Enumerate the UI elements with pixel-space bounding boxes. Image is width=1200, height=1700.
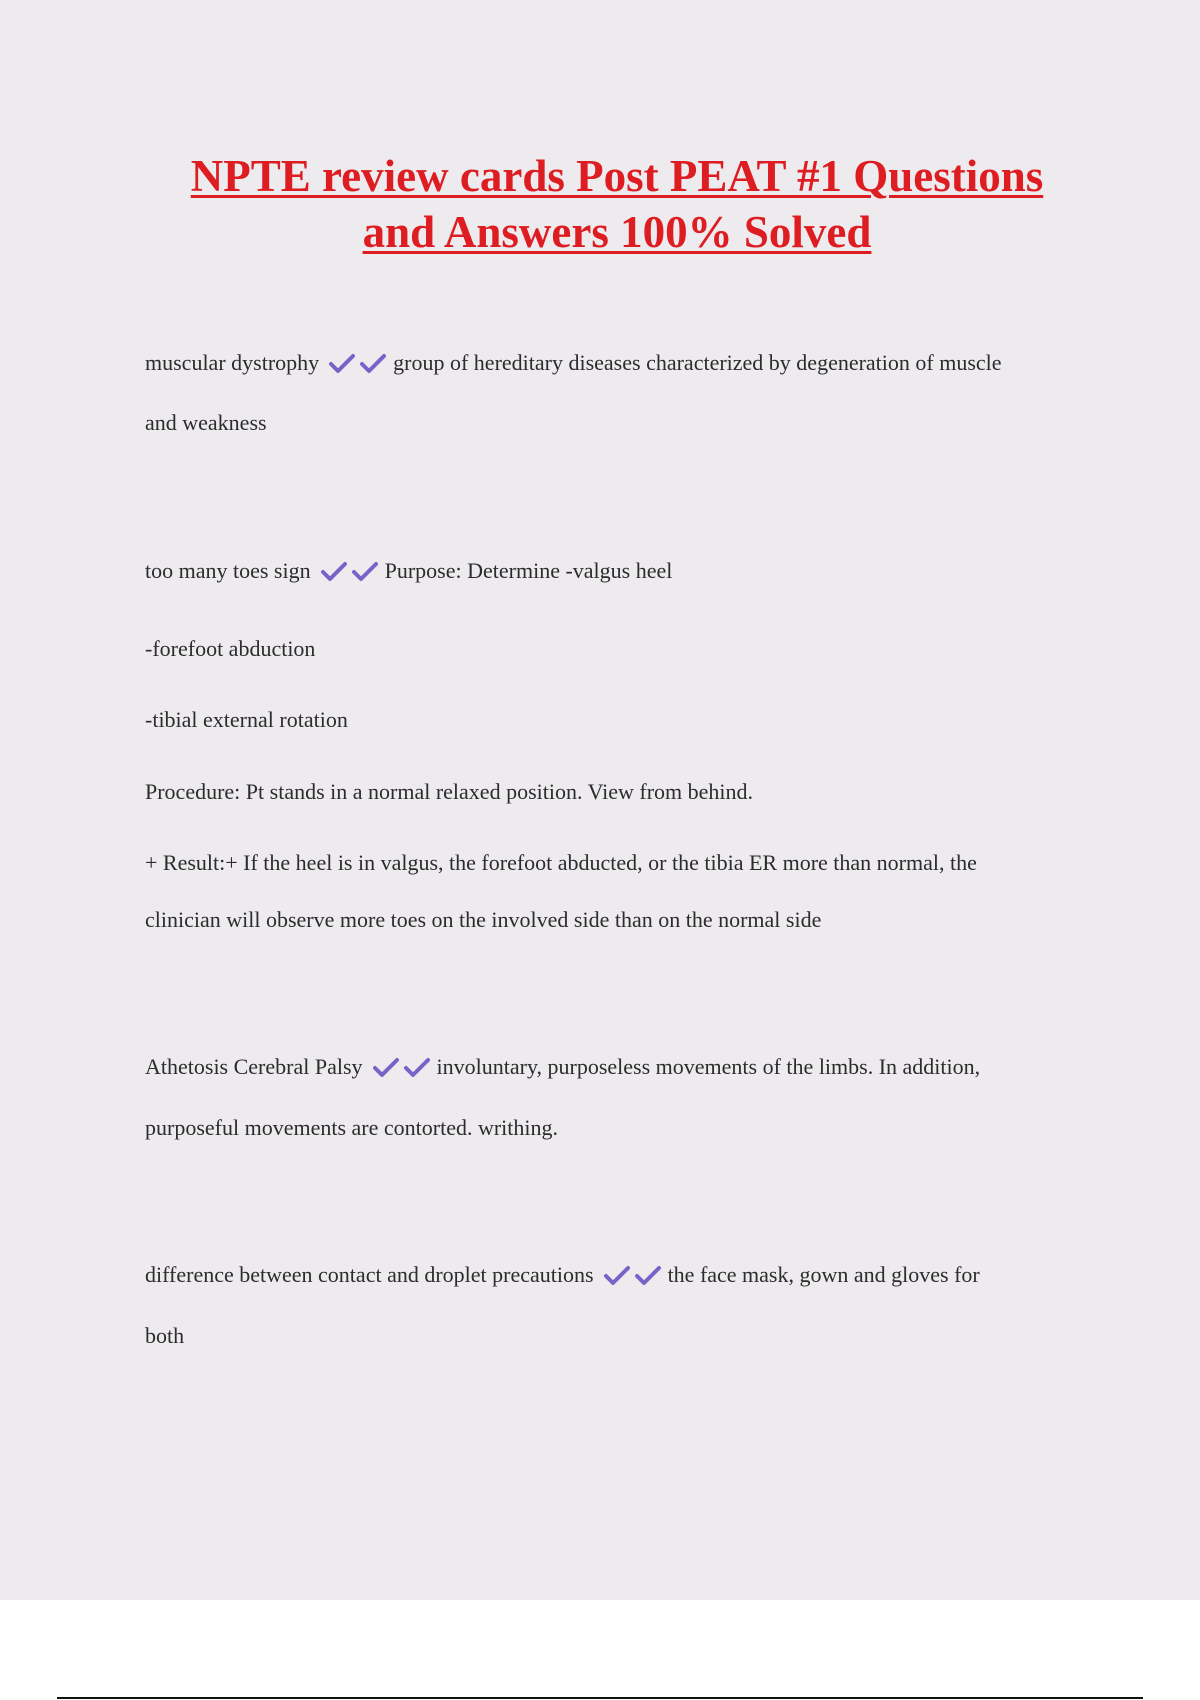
check-icon — [404, 1056, 430, 1078]
check-icon — [604, 1264, 630, 1286]
card-answer-line: purposeful movements are contorted. writhing. — [145, 1115, 559, 1140]
answer-marker — [373, 1054, 435, 1079]
card-answer-line: -forefoot abduction — [145, 636, 316, 661]
card-term: muscular dystrophy — [145, 350, 320, 375]
check-icon — [352, 560, 378, 582]
card-answer-line: + Result:+ If the heel is in valgus, the forefoot abducted, or the tibia ER more than normal, the — [145, 850, 977, 875]
card-contact-droplet-precautions — [145, 1261, 1085, 1289]
card-term: Athetosis Cerebral Palsy — [145, 1054, 363, 1079]
check-icon — [373, 1056, 399, 1078]
document-title — [145, 148, 1089, 260]
card-answer-line: involuntary, purposeless movements of the limbs. In addition, — [436, 1054, 981, 1079]
card-answer-line: clinician will observe more toes on the involved side than on the normal side — [145, 907, 822, 932]
answer-marker — [329, 350, 391, 375]
card-answer-line: group of hereditary diseases characterized by degeneration of muscle — [393, 350, 1002, 375]
card-answer-line: Procedure: Pt stands in a normal relaxed position. View from behind. — [145, 779, 754, 804]
check-icon — [329, 352, 355, 374]
title-line-2: and Answers 100% Solved — [362, 207, 872, 257]
card-term: too many toes sign — [145, 558, 311, 583]
card-muscular-dystrophy — [145, 349, 1085, 377]
card-athetosis-cerebral-palsy — [145, 1053, 1085, 1081]
card-answer-line: -tibial external rotation — [145, 707, 348, 732]
card-answer-line: both — [145, 1323, 185, 1348]
check-icon — [635, 1264, 661, 1286]
card-too-many-toes-sign — [145, 557, 1085, 585]
card-answer-line: the face mask, gown and gloves for — [667, 1262, 980, 1287]
card-answer-line: Purpose: Determine -valgus heel — [384, 558, 673, 583]
answer-marker — [321, 558, 383, 583]
check-icon — [321, 560, 347, 582]
check-icon — [360, 352, 386, 374]
title-line-1: NPTE review cards Post PEAT #1 Questions — [190, 151, 1044, 201]
card-term: difference between contact and droplet precautions — [145, 1262, 594, 1287]
footer-divider — [57, 1697, 1143, 1699]
answer-marker — [604, 1262, 666, 1287]
card-answer-line: and weakness — [145, 410, 267, 435]
